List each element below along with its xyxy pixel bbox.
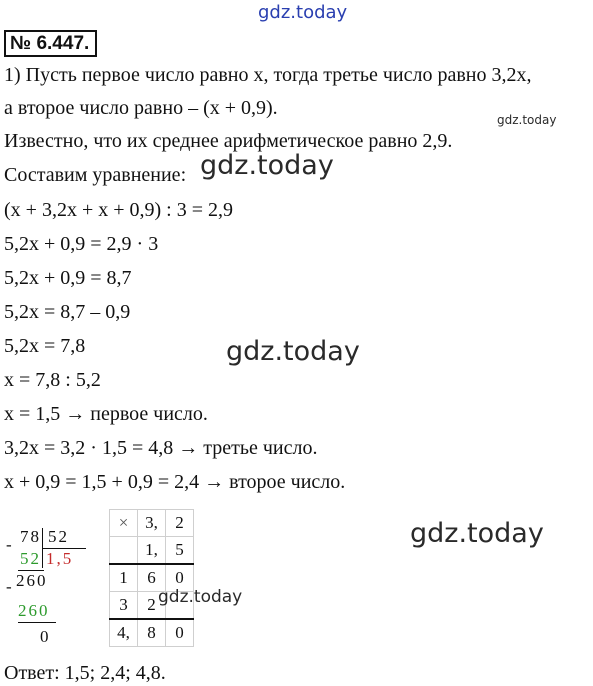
watermark-small: gdz.today [497,113,557,127]
watermark-b: gdz.today [226,336,360,367]
equation-line: 5,2x = 8,7 – 0,9 [4,301,131,323]
watermark-top: gdz.today [258,2,348,23]
long-division [6,527,96,652]
mult-cell: 2 [166,510,194,537]
equation-line: 5,2x + 0,9 = 2,9 · 3 [4,233,159,255]
text-line: Известно, что их среднее арифметическое равно 2,9. [4,130,453,152]
equation-line: (x + 3,2x + x + 0,9) : 3 = 2,9 [4,199,233,221]
mult-cell: 0 [166,619,194,647]
problem-number: № 6.447. [4,30,97,57]
mult-cell: 3 [110,592,138,620]
division-quotient: 1,5 [46,549,74,568]
mult-cell: 1, [138,537,166,565]
equation-line: x = 7,8 : 5,2 [4,369,101,391]
mult-cell: 2 [138,592,166,620]
mult-cell: 6 [138,564,166,592]
equation-line: 5,2x + 0,9 = 8,7 [4,267,132,289]
mult-cell [110,537,138,565]
answer-line: Ответ: 1,5; 2,4; 4,8. [4,662,166,684]
mult-cell: 4, [110,619,138,647]
division-rule [18,622,56,623]
watermark-right: gdz.today [410,518,544,549]
text-line: 1) Пусть первое число равно x, тогда третье число равно 3,2x, [4,64,532,86]
division-minus-sign: - [6,577,14,596]
mult-cell: 8 [138,619,166,647]
division-subtrahend: 52 [20,549,41,568]
division-subtrahend: 260 [18,601,50,620]
division-dividend: 78 [20,527,41,546]
equation-line: 5,2x = 7,8 [4,335,86,357]
mult-cell: 1 [110,564,138,592]
division-final-remainder: 0 [40,627,51,646]
division-divisor: 52 [48,527,69,546]
text-line: Составим уравнение: [4,164,187,186]
mult-cell: 5 [166,537,194,565]
division-remainder: 260 [16,571,48,590]
equation-line: 3,2x = 3,2 · 1,5 = 4,8 → третье число. [4,437,318,459]
division-minus-sign: - [6,535,14,554]
watermark-calc: gdz.today [158,587,243,607]
mult-cell: × [110,510,138,537]
multiplication-grid [109,509,194,647]
mult-cell: 0 [166,564,194,592]
mult-cell: 3, [138,510,166,537]
equation-line: x = 1,5 → первое число. [4,403,208,425]
equation-line: x + 0,9 = 1,5 + 0,9 = 2,4 → второе число. [4,471,346,493]
watermark-a: gdz.today [200,150,334,181]
text-line: а второе число равно – (x + 0,9). [4,97,278,119]
